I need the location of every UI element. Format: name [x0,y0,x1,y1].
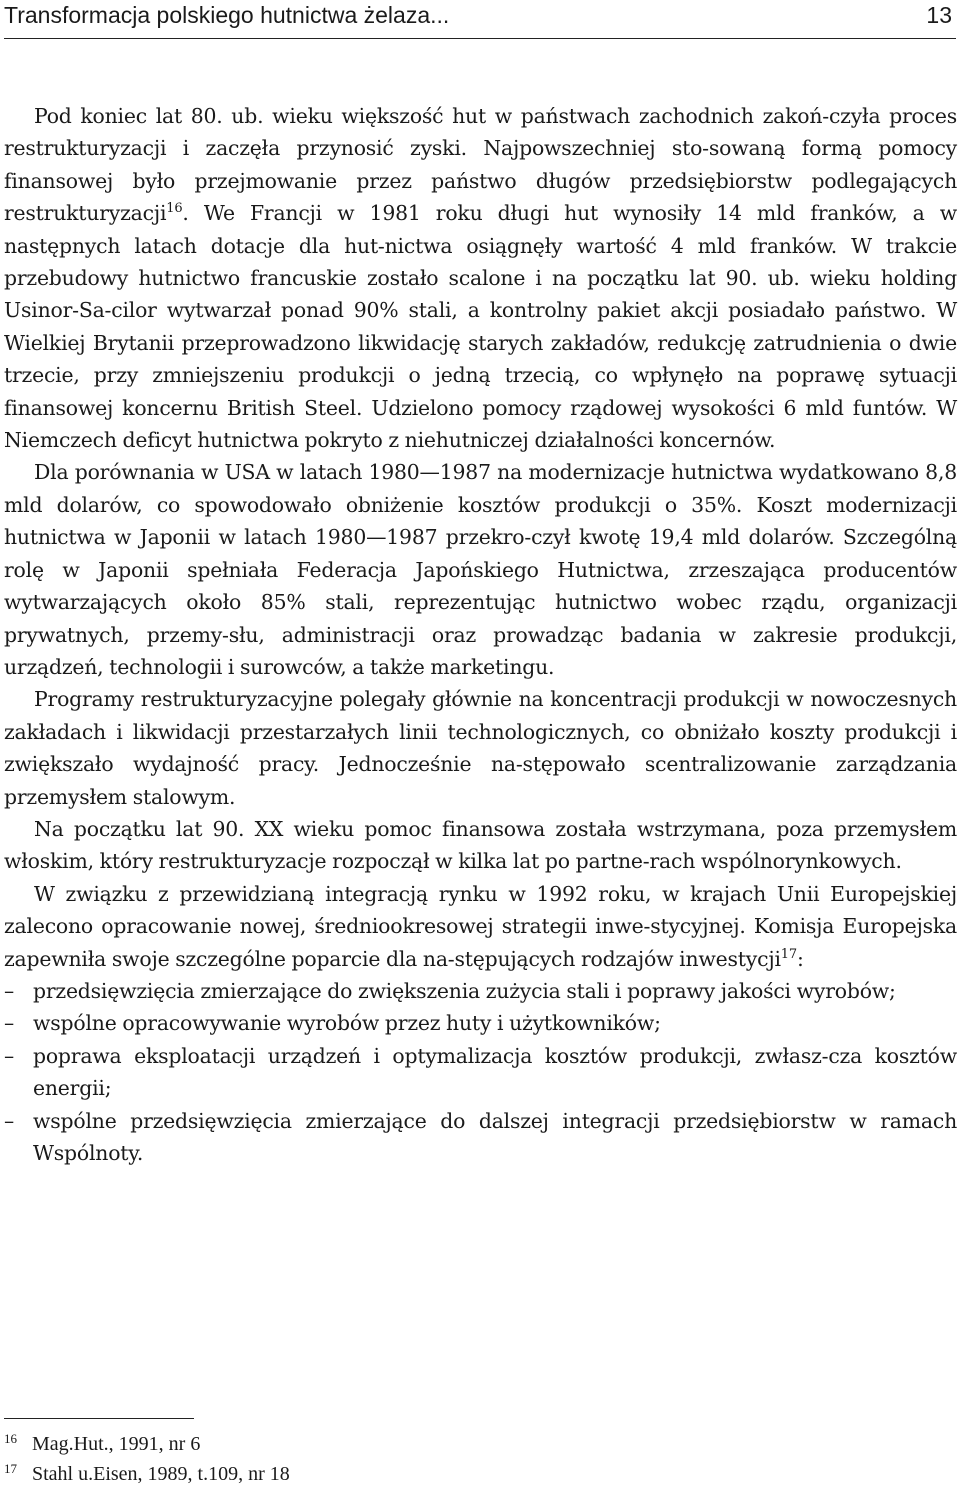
running-header [4,0,956,39]
investment-list [4,975,957,1169]
paragraph-4: Na początku lat 90. XX wieku pomoc finansowa została wstrzymana, poza przemysłem włoskim, który restrukturyzacje rozpoczął w kilka lat po partne-rach wspólnorynkowych. [4,816,957,874]
paragraph-3: Programy restrukturyzacyjne polegały głównie na koncentracji produkcji w nowoczesnych zakładach i likwidacji przestarzałych linii technologicznych, co obniżało koszty produkcji i zwiększało wydajność pracy. Jednocześnie na-stępowało scentralizowanie zarządzania przemysłem stalowym. [4,687,957,809]
footnote-number: 17 [4,1461,17,1476]
page-number: 13 [926,2,952,28]
footnote-text: Stahl u.Eisen, 1989, t.109, nr 18 [32,1463,290,1485]
list-item [4,1040,957,1105]
footnote-ref-17: 17 [780,946,797,962]
list-dash: – [4,1108,14,1133]
list-item-text: wspólne przedsięwzięcia zmierzające do dalszej integracji przedsiębiorstw w ramach Wspólnoty. [33,1108,957,1165]
footnote-number: 16 [4,1431,17,1446]
list-item [4,975,957,1007]
paragraph-text: W związku z przewidzianą integracją rynku w 1992 roku, w krajach Unii Europejskiej zalecono opracowanie nowej, średniookresowej strategii inwe-stycyjnej. Komisja Europejska zapewniła swoje szczególne poparcie dla na-stępujących rodzajów inwestycji [4,881,957,971]
footnotes [4,1426,604,1486]
list-item [4,1105,957,1170]
list-dash: – [4,1011,14,1036]
footnote-17 [4,1456,604,1486]
list-item [4,1007,957,1039]
footnote-text: Mag.Hut., 1991, nr 6 [32,1433,201,1455]
paragraph-1 [4,100,957,456]
paragraph-5 [4,878,957,975]
footnote-16 [4,1426,604,1456]
paragraph-2: Dla porównania w USA w latach 1980—1987 na modernizacje hutnictwa wydatkowano 8,8 mld dolarów, co spowodowało obniżenie kosztów produkcji o 35%. Koszt modernizacji hutnictwa w Japonii w latach 1980—1987 przekro-czył kwotę 19,4 mld dolarów. Szczególną rolę w Japonii spełniała Federacja Japońskiego Hutnictwa, zrzeszająca producentów wytwarzających około 85% stali, reprezentując hutnictwo wobec rządu, organizacji prywatnych, przemy-słu, administracji oraz prowadząc badania w zakresie produkcji, urządzeń, technologii i surowców, a także marketingu. [4,460,957,679]
footnote-ref-16: 16 [166,201,183,217]
list-dash: – [4,978,14,1003]
paragraph-text-cont: . We Francji w 1981 roku długi hut wynosiły 14 mld franków, a w następnych latach dotacje dla hut-nictwa osiągnęły wartość 4 mld franków. W trakcie przebudowy hutnictwo francuskie zostało scalone i na początku lat 90. ub. wieku holding Usinor-Sa-cilor wytwarzał ponad 90% stali, a kontrolny pakiet akcji posiadało państwo. W Wielkiej Brytanii przeprowadzono likwidację starych zakładów, redukcję zatrudnienia o dwie trzecie, przy zmniejszeniu produkcji o jedną trzecią, co wpłynęło na poprawę sytuacji finansowej koncernu British Steel. Udzielono pomocy rządowej wysokości 6 mld funtów. W Niemczech deficyt hutnictwa pokryto z niehutniczej działalności koncernów. [4,201,957,453]
list-dash: – [4,1043,14,1068]
paragraph-text-cont: : [796,946,804,971]
footnote-divider [4,1418,194,1419]
body-text [4,100,957,1169]
header-title: Transformacja polskiego hutnictwa żelaza... [4,2,450,28]
list-item-text: przedsięwzięcia zmierzające do zwiększenia zużycia stali i poprawy jakości wyrobów; [33,978,896,1003]
list-item-text: poprawa eksploatacji urządzeń i optymalizacja kosztów produkcji, zwłasz-cza kosztów energii; [33,1043,957,1101]
list-item-text: wspólne opracowywanie wyrobów przez huty i użytkowników; [33,1011,661,1036]
paragraph-text: Pod koniec lat 80. ub. wieku większość hut w państwach zachodnich zakoń-czyła proces restrukturyzacji i zaczęła przynosić zyski. Najpowszechniej sto-sowaną formą pomocy finansowej było przejmowanie przez państwo długów przedsiębiorstw podlegających restrukturyzacji [4,104,957,226]
